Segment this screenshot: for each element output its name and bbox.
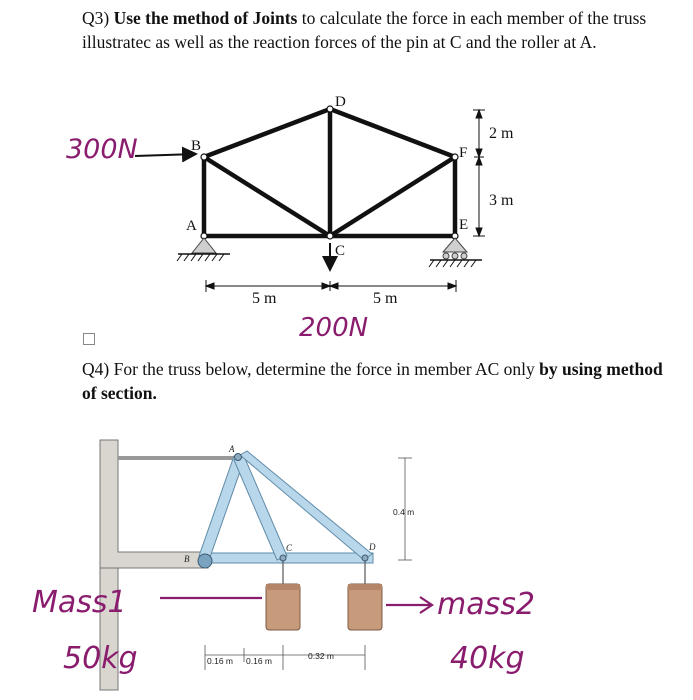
member-ab2 bbox=[199, 456, 244, 560]
q3-number: Q3) bbox=[82, 8, 110, 28]
truss2-label-a: A bbox=[229, 444, 235, 454]
dim-right-span: 5 m bbox=[373, 290, 398, 307]
member-fc bbox=[330, 157, 455, 236]
truss2-label-c: C bbox=[286, 543, 293, 553]
q3-bold-text: Use the method of Joints bbox=[113, 8, 298, 28]
truss2-label-d: D bbox=[369, 542, 376, 552]
dim-horizontal bbox=[206, 280, 456, 292]
dim-left-span: 5 m bbox=[252, 290, 277, 307]
force-c-label: 200N bbox=[299, 313, 369, 343]
label-d: D bbox=[335, 94, 346, 110]
dim-seg1: 0.16 m bbox=[207, 656, 233, 666]
handwritten-mass2 bbox=[386, 587, 535, 676]
member-bcd bbox=[201, 553, 373, 563]
dim-seg3: 0.32 m bbox=[308, 651, 334, 661]
member-bc bbox=[204, 157, 330, 236]
mass2-arrow bbox=[386, 597, 432, 613]
weight-c bbox=[266, 561, 300, 630]
label-f: F bbox=[459, 145, 468, 161]
truss2-label-b: B bbox=[184, 554, 190, 564]
weight-d bbox=[348, 561, 382, 630]
q4-number: Q4) bbox=[82, 359, 110, 379]
truss-2 bbox=[100, 440, 414, 690]
dim-lower: 3 m bbox=[489, 192, 514, 209]
dim-height-label: 0.4 m bbox=[393, 507, 415, 517]
q3-text: to calculate the force in each member of the truss illustratec as well as the reaction forces of the pin at C and the roller at A. bbox=[82, 8, 647, 52]
q4-text: For the truss below, determine the force in member AC only bbox=[109, 359, 540, 379]
label-c: C bbox=[335, 243, 346, 259]
mass1-value: 50kg bbox=[63, 641, 138, 676]
label-a: A bbox=[186, 218, 197, 234]
dim-seg2: 0.16 m bbox=[246, 656, 272, 666]
q4-bold-text: by using method of section. bbox=[82, 359, 663, 403]
mass1-label: Mass1 bbox=[32, 585, 127, 620]
force-b-label: 300N bbox=[66, 134, 138, 165]
support-e bbox=[429, 238, 482, 267]
mass2-value: 40kg bbox=[450, 641, 525, 676]
joint-d bbox=[327, 106, 333, 112]
support-a bbox=[177, 238, 230, 261]
member-df bbox=[330, 109, 455, 157]
joint-b bbox=[201, 154, 207, 160]
mass2-label: mass2 bbox=[437, 587, 535, 622]
joint-f bbox=[452, 154, 458, 160]
member-bd bbox=[204, 109, 330, 157]
label-e: E bbox=[459, 217, 469, 233]
dim-vertical bbox=[473, 110, 485, 236]
force-b-arrow bbox=[135, 154, 196, 156]
label-b: B bbox=[191, 138, 202, 154]
joint-c bbox=[327, 233, 333, 239]
truss-1-members bbox=[204, 109, 455, 236]
dim-upper: 2 m bbox=[489, 125, 514, 142]
truss-1 bbox=[177, 94, 514, 307]
handwritten-force-b bbox=[66, 134, 196, 165]
